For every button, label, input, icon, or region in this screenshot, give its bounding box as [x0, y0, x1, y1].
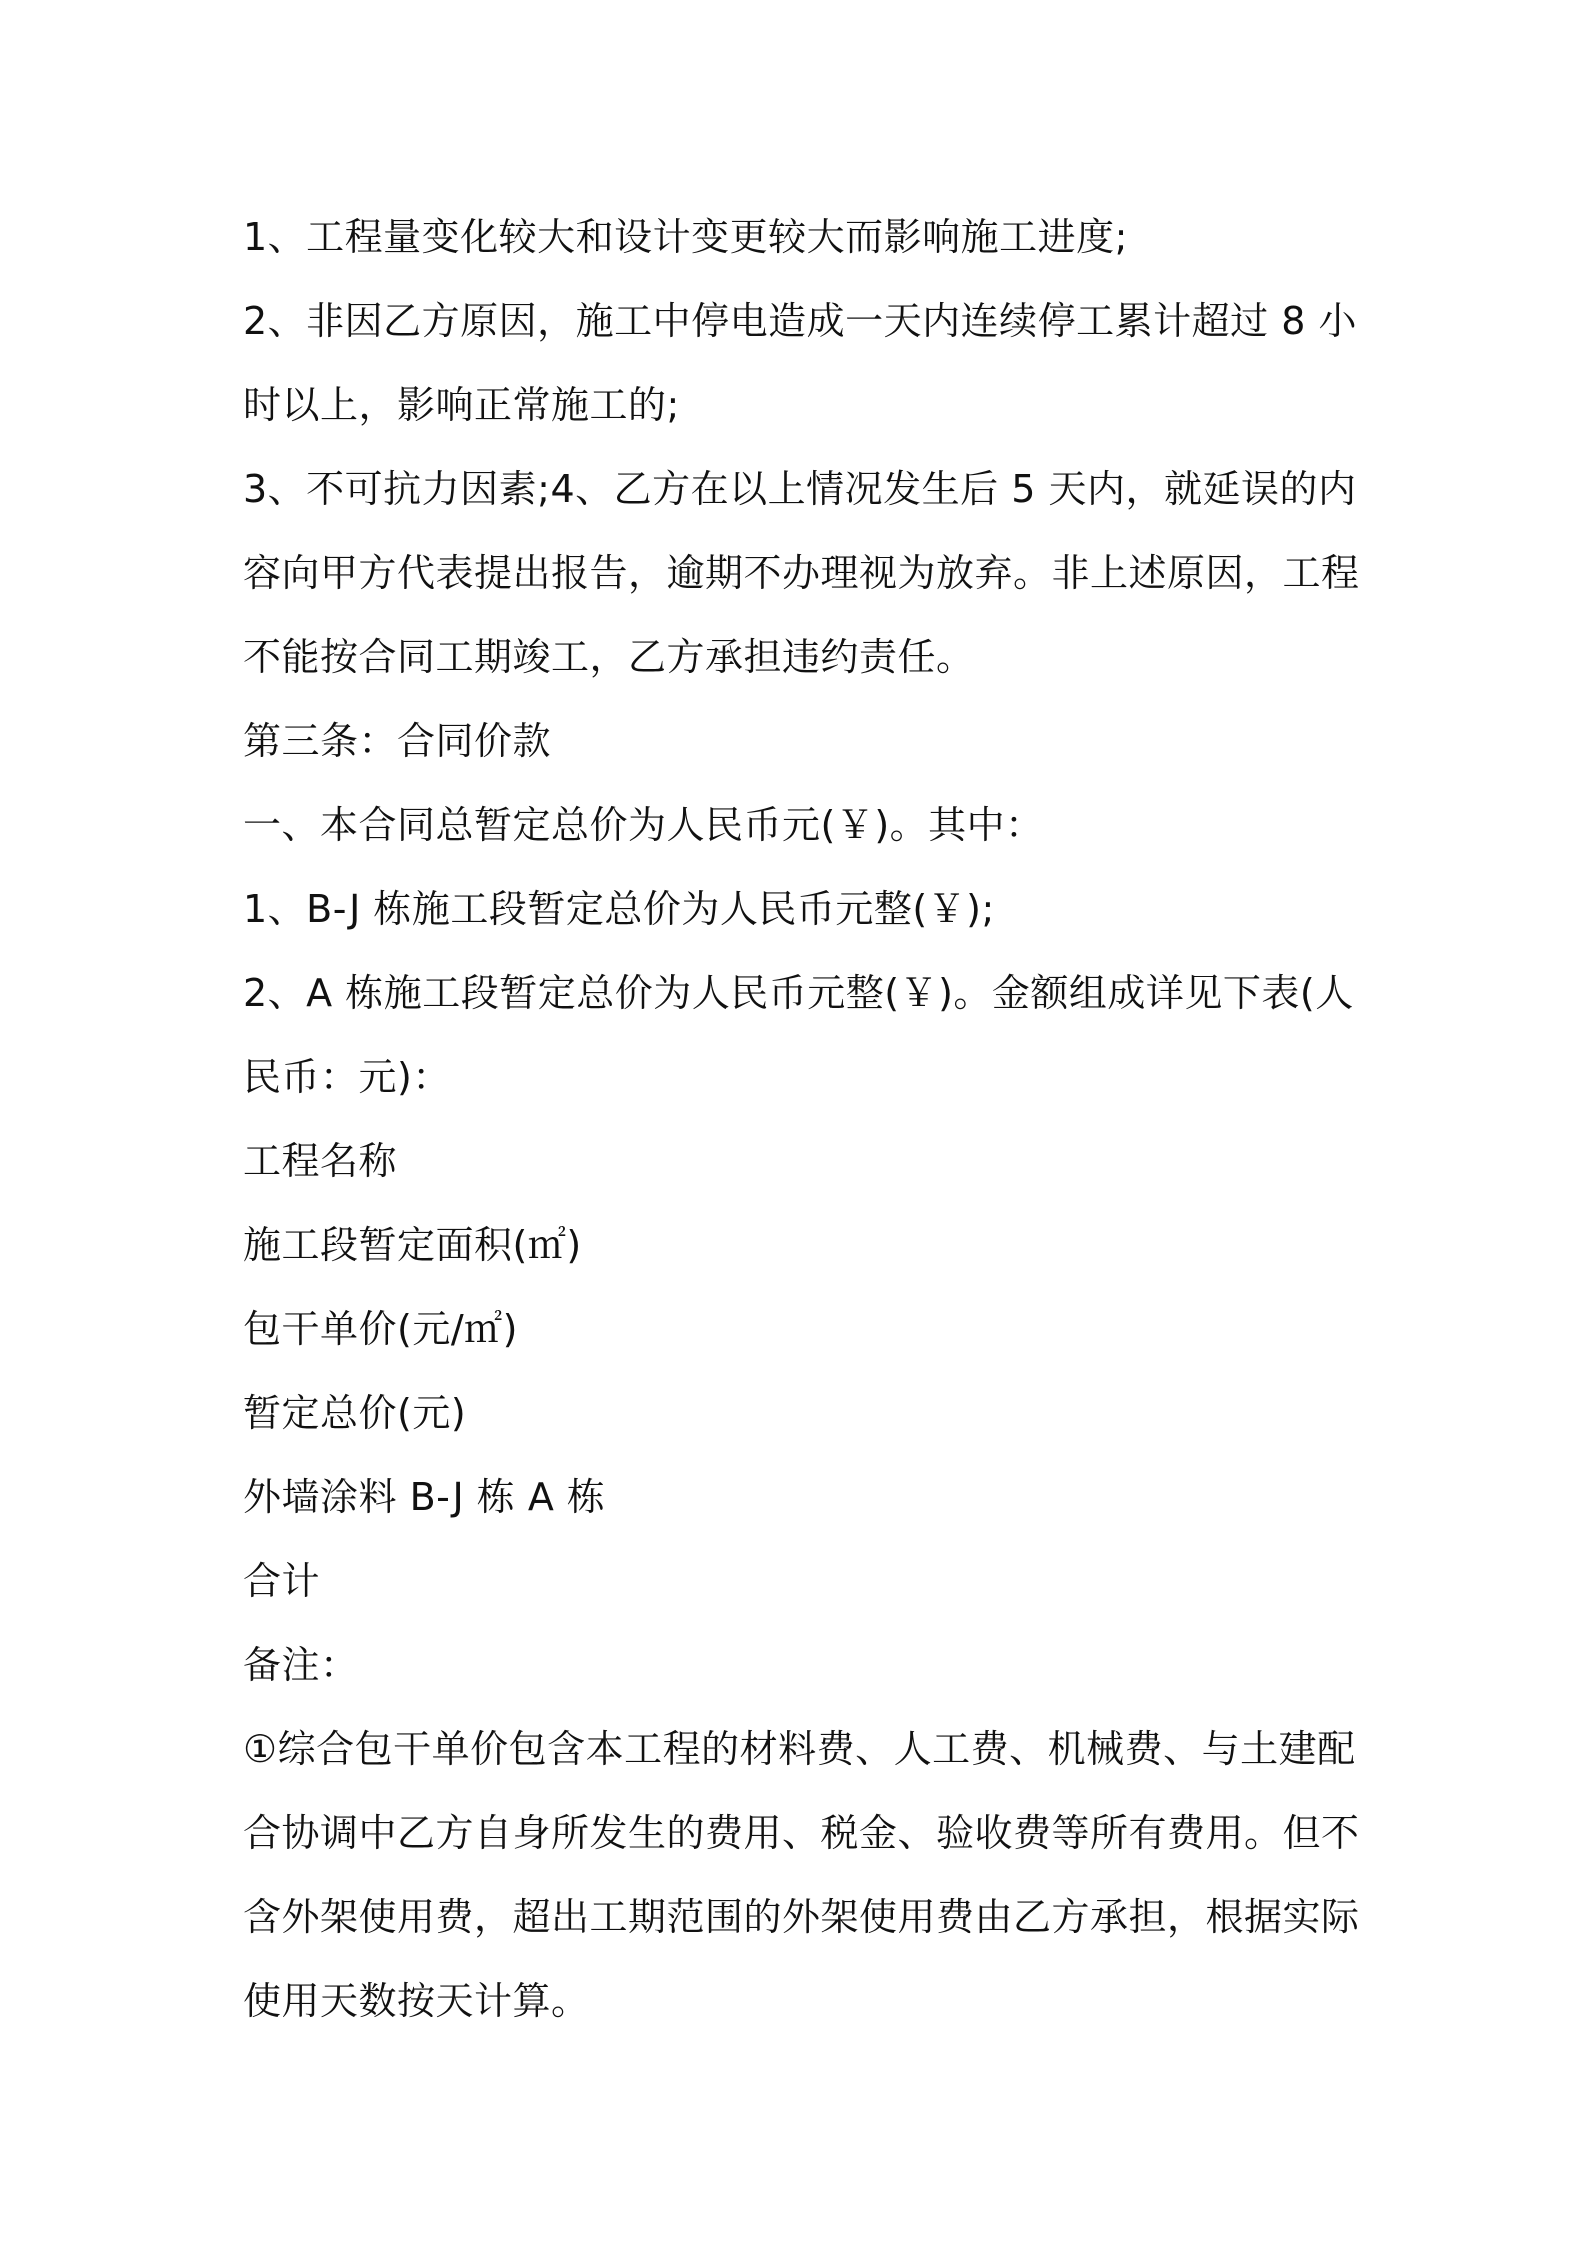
document-page [243, 195, 1363, 2043]
remark-item-1: ①综合包干单价包含本工程的材料费、人工费、机械费、与土建配合协调中乙方自身所发生的费用、税金、验收费等所有费用。但不含外架使用费，超出工期范围的外架使用费由乙方承担，根据实际使用天数按天计算。 [243, 1727, 1360, 2023]
table-header-unit-price: 包干单价(元/㎡) [243, 1307, 518, 1351]
clause-item-2: 2、非因乙方原因，施工中停电造成一天内连续停工累计超过 8 小时以上，影响正常施工的; [243, 299, 1358, 427]
section-heading-contract-price: 第三条：合同价款 [243, 719, 552, 763]
table-row-exterior-paint: 外墙涂料 B-J 栋 A 栋 [243, 1475, 606, 1519]
table-header-total-price: 暂定总价(元) [243, 1391, 467, 1435]
price-total-line: 一、本合同总暂定总价为人民币元(￥)。其中： [243, 803, 1044, 847]
table-header-area: 施工段暂定面积(㎡) [243, 1223, 582, 1267]
clause-item-3: 3、不可抗力因素;4、乙方在以上情况发生后 5 天内，就延误的内容向甲方代表提出报告，逾期不办理视为放弃。非上述原因，工程不能按合同工期竣工，乙方承担违约责任。 [243, 467, 1360, 679]
price-item-1: 1、B-J 栋施工段暂定总价为人民币元整(￥); [243, 887, 995, 931]
remarks-heading: 备注： [243, 1643, 359, 1687]
clause-item-1: 1、工程量变化较大和设计变更较大而影响施工进度; [243, 215, 1128, 259]
table-header-project-name: 工程名称 [243, 1139, 398, 1183]
price-item-2: 2、A 栋施工段暂定总价为人民币元整(￥)。金额组成详见下表(人民币：元)： [243, 971, 1354, 1099]
table-row-total: 合计 [243, 1559, 321, 1603]
